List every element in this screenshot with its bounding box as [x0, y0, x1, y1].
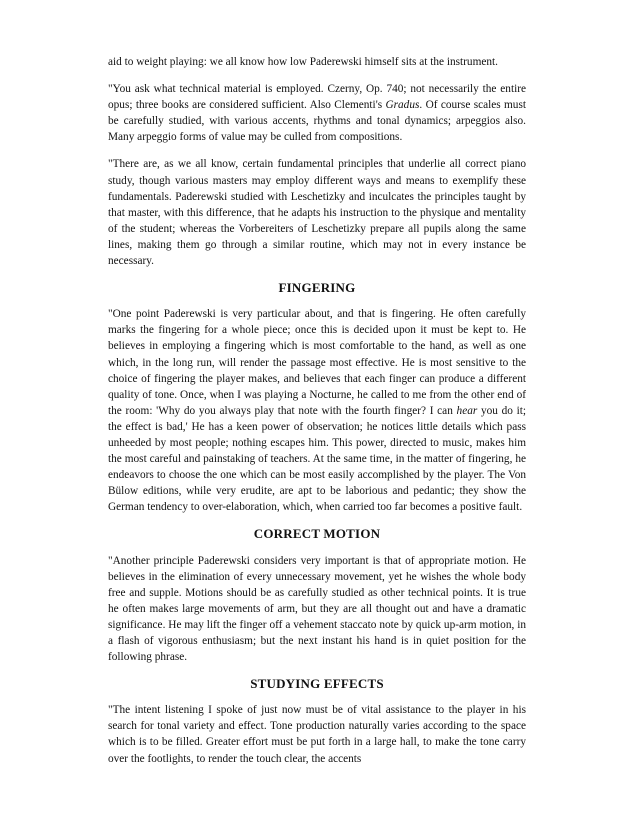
section-heading-studying-effects: STUDYING EFFECTS	[250, 676, 384, 692]
paragraph-text: you do it; the effect is bad,' He has a keen power of observation; he notices little details which pass unheeded by most people; nothing escapes him. This power, directed to music, makes him the most careful and painstaking of teachers. At the same time, in the matter of fingering, he endeavors to choose the one which can be most easily accomplished by the player. The Von Bülow editions, while very erudite, are apt to be laborious and pedantic; they show the German tendency to over-elaboration, which, when carried too far becomes a positive fault.	[108, 404, 527, 514]
paragraph-technical-material	[108, 81, 526, 145]
paragraph-text: . Of course scales must be carefully studied, with various accents, rhythms and tonal dynamics; arpeggios also. Many arpeggio forms of value may be culled from compositions.	[108, 99, 526, 144]
paragraph-text: "You ask what technical material is employed. Czerny, Op. 740; not necessarily the entire opus; three books are considered sufficient. Also Clementi's	[108, 83, 526, 112]
italic-title-gradus: Gradus	[385, 99, 420, 112]
paragraph-text: "One point Paderewski is very particular about, and that is fingering. He often carefully marks the fingering for a whole piece; once this is decided upon it must be kept to. He believes in employing a fingering which is most comfortable to the hand, as well as one which, in the long run, will render the passage most effective. He is most sensitive to the choice of fingering the player makes, and believes that each finger can produce a different quality of tone. Once, when I was playing a Nocturne, he called to me from the other end of the room: 'Why do you always play that note with the fourth finger? I can	[108, 308, 526, 417]
paragraph-correct-motion: "Another principle Paderewski considers very important is that of appropriate motion. He believes in the elimination of every unnecessary movement, yet he wishes the whole body free and supple. Motions should be as carefully studied as other technical points. It is true he often makes large movements of arm, but they are all thought out and have a dramatic significance. He may lift the finger off a vehement staccato note by quick up-arm motion, in a flash of vigorous enthusiasm; but the next instant his hand is in quiet position for the following phrase.	[108, 554, 526, 664]
paragraph-fundamentals: "There are, as we all know, certain fundamental principles that underlie all correct piano study, though various masters may employ different ways and means to exemplify these fundamentals. Paderewski studied with Leschetizky and inculcates the principles taught by that master, with this difference, that he adapts his instruction to the physique and mentality of the student; whereas the Vorbereiters of Leschetizky prepare all pupils along the same lines, making them go through a similar routine, which may not in every instance be necessary.	[108, 158, 526, 268]
italic-word-hear: hear	[456, 404, 478, 417]
paragraph-studying-effects: "The intent listening I spoke of just now must be of vital assistance to the player in his search for tonal variety and effect. Tone production naturally varies according to the space which is to be filled. Greater effort must be put forth in a large hall, to make the tone carry over the footlights, to render the touch clear, the accents	[108, 704, 526, 765]
section-heading-correct-motion: CORRECT MOTION	[253, 526, 381, 542]
paragraph-intro: aid to weight playing: we all know how low Paderewski himself sits at the instrument.	[108, 56, 498, 68]
paragraph-fingering	[108, 306, 526, 515]
document-page	[108, 54, 526, 778]
section-heading-fingering: FINGERING	[278, 280, 356, 296]
